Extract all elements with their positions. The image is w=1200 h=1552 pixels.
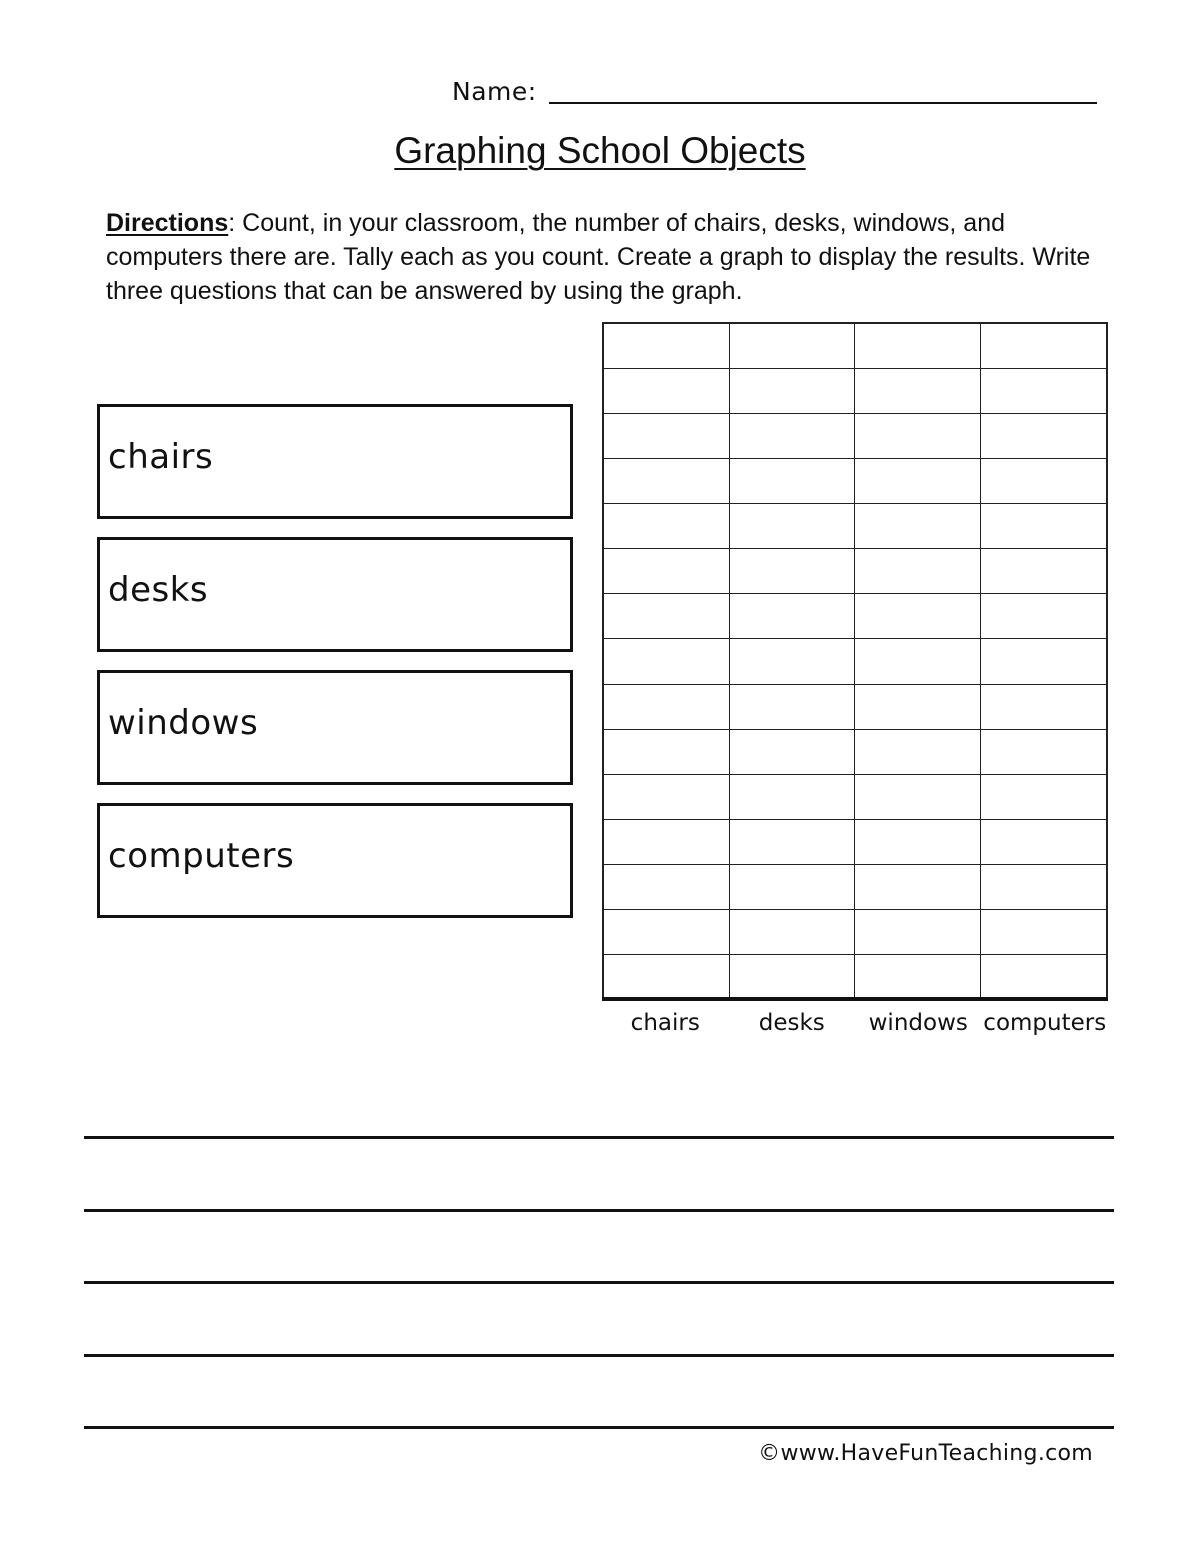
graph-cell[interactable] xyxy=(604,459,730,504)
graph-cell[interactable] xyxy=(981,549,1107,594)
name-row xyxy=(452,70,1097,110)
answer-line[interactable] xyxy=(84,1209,1114,1212)
graph-cell[interactable] xyxy=(604,730,730,775)
page-title: Graphing School Objects xyxy=(394,130,806,171)
graph-cell[interactable] xyxy=(604,594,730,639)
graph-cell[interactable] xyxy=(981,775,1107,820)
graph-cell[interactable] xyxy=(730,504,856,549)
graph-cell[interactable] xyxy=(981,459,1107,504)
graph-cell[interactable] xyxy=(730,594,856,639)
graph-cell[interactable] xyxy=(855,324,981,369)
graph-cell[interactable] xyxy=(604,775,730,820)
graph-cell[interactable] xyxy=(604,820,730,865)
graph-label-chairs: chairs xyxy=(630,1010,700,1036)
graph-cell[interactable] xyxy=(855,549,981,594)
graph-cell[interactable] xyxy=(981,369,1107,414)
graph-label-windows: windows xyxy=(868,1010,968,1036)
graph-cell[interactable] xyxy=(981,594,1107,639)
graph-cell[interactable] xyxy=(855,594,981,639)
name-field[interactable] xyxy=(549,74,1097,104)
graph-cell[interactable] xyxy=(855,820,981,865)
graph-cell[interactable] xyxy=(730,865,856,910)
answer-line[interactable] xyxy=(84,1136,1114,1139)
tally-box-label: computers xyxy=(108,836,295,876)
graph-cell[interactable] xyxy=(855,730,981,775)
graph-cell[interactable] xyxy=(730,730,856,775)
tally-box-desks[interactable] xyxy=(97,537,573,652)
tally-box-windows[interactable] xyxy=(97,670,573,785)
graph-label-desks: desks xyxy=(758,1010,825,1036)
directions xyxy=(106,206,1106,308)
graph-cell[interactable] xyxy=(604,955,730,1000)
graph-x-axis xyxy=(602,997,1108,1001)
graph-cell[interactable] xyxy=(730,910,856,955)
graph-cell[interactable] xyxy=(855,639,981,684)
tally-box-label: chairs xyxy=(108,437,214,477)
graph-cell[interactable] xyxy=(981,639,1107,684)
graph-cell[interactable] xyxy=(730,685,856,730)
graph-cell[interactable] xyxy=(855,459,981,504)
tally-box-label: windows xyxy=(108,703,259,743)
graph-cell[interactable] xyxy=(604,549,730,594)
graph-label-computers: computers xyxy=(983,1010,1107,1036)
graph-cell[interactable] xyxy=(730,820,856,865)
graph-cell[interactable] xyxy=(855,369,981,414)
graph-cell[interactable] xyxy=(855,685,981,730)
graph-cell[interactable] xyxy=(604,865,730,910)
graph-cell[interactable] xyxy=(981,685,1107,730)
graph-cell[interactable] xyxy=(981,414,1107,459)
graph-cell[interactable] xyxy=(730,459,856,504)
graph-cell[interactable] xyxy=(604,324,730,369)
directions-label: Directions xyxy=(106,209,229,237)
answer-line[interactable] xyxy=(84,1281,1114,1284)
copyright-footer: ©www.HaveFunTeaching.com xyxy=(758,1441,1093,1466)
graph-grid[interactable] xyxy=(602,322,1108,1000)
graph-cell[interactable] xyxy=(730,324,856,369)
graph-cell[interactable] xyxy=(730,414,856,459)
directions-text: : Count, in your classroom, the number of chairs, desks, windows, and computers there are. Tally each as you count. Create a graph to display the results. Write three questions that can be answered by using the graph. xyxy=(106,209,1091,305)
graph-cell[interactable] xyxy=(604,504,730,549)
graph-cell[interactable] xyxy=(981,865,1107,910)
graph-cell[interactable] xyxy=(855,775,981,820)
graph-cell[interactable] xyxy=(855,865,981,910)
graph-cell[interactable] xyxy=(855,504,981,549)
graph-cell[interactable] xyxy=(730,775,856,820)
graph-cell[interactable] xyxy=(730,639,856,684)
graph-cell[interactable] xyxy=(855,955,981,1000)
answer-line[interactable] xyxy=(84,1426,1114,1429)
answer-line[interactable] xyxy=(84,1354,1114,1357)
tally-box-label: desks xyxy=(108,570,209,610)
graph-cell[interactable] xyxy=(981,324,1107,369)
tally-box-chairs[interactable] xyxy=(97,404,573,519)
graph-cell[interactable] xyxy=(730,955,856,1000)
graph-cell[interactable] xyxy=(855,910,981,955)
graph-cell[interactable] xyxy=(604,639,730,684)
graph-cell[interactable] xyxy=(981,504,1107,549)
graph-cell[interactable] xyxy=(604,685,730,730)
graph-cell[interactable] xyxy=(981,730,1107,775)
graph-cell[interactable] xyxy=(981,910,1107,955)
name-label: Name: xyxy=(452,77,537,106)
graph-cell[interactable] xyxy=(981,820,1107,865)
graph-cell[interactable] xyxy=(604,910,730,955)
graph-cell[interactable] xyxy=(730,549,856,594)
graph-cell[interactable] xyxy=(604,369,730,414)
graph-cell[interactable] xyxy=(604,414,730,459)
graph-cell[interactable] xyxy=(981,955,1107,1000)
graph-cell[interactable] xyxy=(855,414,981,459)
graph-cell[interactable] xyxy=(730,369,856,414)
graph-x-labels xyxy=(602,1008,1108,1038)
tally-box-computers[interactable] xyxy=(97,803,573,918)
